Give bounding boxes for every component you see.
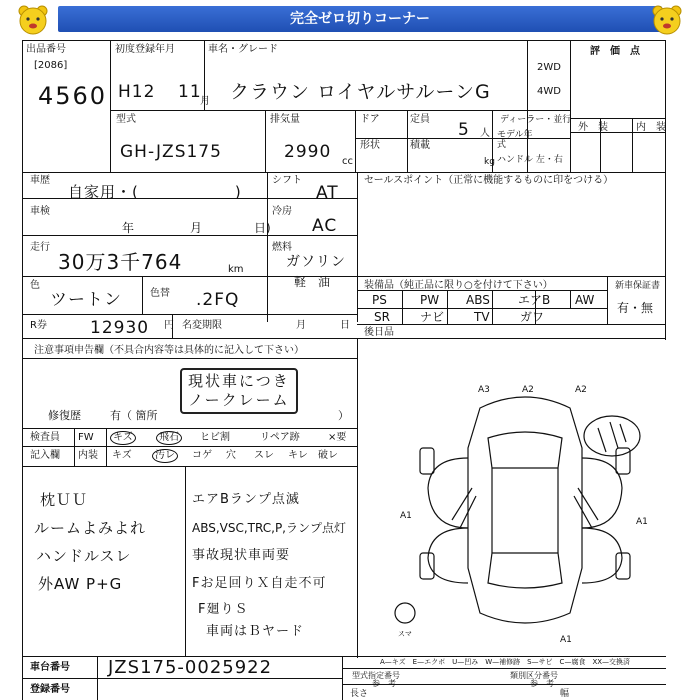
lot-bracket: [2086] xyxy=(34,60,68,71)
load-unit: kg xyxy=(484,157,495,167)
mileage-label: 走行 xyxy=(30,242,50,253)
dealer-label: ディーラー・並行 xyxy=(500,115,572,125)
inspector-int-hole: 穴 xyxy=(226,450,236,461)
model-label: 型式 xyxy=(116,114,136,125)
equipment-item-abs: ABS xyxy=(466,293,490,307)
spare-tire-label: スマ xyxy=(398,630,412,638)
fuel-diesel: 軽 油 xyxy=(294,275,331,289)
damage-legend: A—キズ E—エクボ U—凹み W—補修跡 S—サビ C—腐食 XX—交換済 xyxy=(380,658,631,666)
inspector-chip: 飛石 xyxy=(156,431,182,445)
capacity-label: 定員 xyxy=(410,114,430,125)
form-ref-sub-2: 参 考 xyxy=(530,679,554,688)
sales-point-label: セールスポイント（正常に機能するものに印をつける） xyxy=(364,175,614,186)
fuel-label: 燃料 xyxy=(272,242,292,253)
width-label: 幅 xyxy=(560,689,570,699)
load-label: 積載 xyxy=(410,140,430,151)
remark-right-3: 事故現状車両要 xyxy=(192,548,291,563)
rating-label: 評 価 点 xyxy=(590,46,640,57)
inspector-crack: ヒビ割 xyxy=(200,432,230,443)
remark-right-6: 車両はＢヤード xyxy=(206,624,305,639)
color-label: 色 xyxy=(30,280,40,291)
remark-left-1: 枕ＵＵ xyxy=(40,491,89,509)
name-change-month: 月 xyxy=(296,320,306,331)
damage-left xyxy=(452,488,476,528)
inspector-int-stain: 汚レ xyxy=(152,449,178,463)
drive-2wd: 2WD xyxy=(537,62,561,73)
remark-right-1: エアBランプ点滅 xyxy=(192,492,300,507)
length-label: 長さ xyxy=(350,689,369,699)
equipment-label: 装備品（純正品に限り○を付けて下さい） xyxy=(364,280,553,291)
inspection-label: 車検 xyxy=(30,206,50,217)
reg-no-label: 登録番号 xyxy=(30,684,70,695)
damage-circle-front-right xyxy=(584,416,640,456)
car-body-outline xyxy=(468,397,582,623)
capacity-value: 5 xyxy=(458,120,470,140)
handle-label: ハンドル 左・右 xyxy=(497,155,563,165)
remark-right-5: F廻りＳ xyxy=(198,602,249,617)
remark-left-2: ルームよみよれ xyxy=(34,519,147,537)
mark-a2-right: A2 xyxy=(575,385,587,395)
color-change-label: 色替 xyxy=(150,288,170,299)
interior-label: 内 装 xyxy=(636,122,666,133)
bear-mascot-icon xyxy=(650,3,684,37)
stamp-line-1: 現状車につき xyxy=(188,372,290,390)
repair-close: ） xyxy=(338,409,349,422)
mark-a1-bottom: A1 xyxy=(560,635,572,645)
inspector-int-burn: コゲ xyxy=(192,450,212,461)
rear-seat-label: 後日品 xyxy=(364,327,394,338)
remark-left-4: 外AW P+G xyxy=(38,575,123,593)
fuel-value: ガソリン xyxy=(286,254,346,270)
equipment-item-airbag: エアB xyxy=(518,293,551,307)
remark-right-2: ABS,VSC,TRC,P,ランプ点灯 xyxy=(192,521,346,535)
color-code: .2FQ xyxy=(196,290,240,310)
displacement-label: 排気量 xyxy=(270,114,300,125)
frame-no-value: JZS175-0025922 xyxy=(108,657,273,678)
shape-label: 形状 xyxy=(360,140,380,151)
repair-value: 有（ 箇所 xyxy=(110,409,158,422)
stamp-line-2: ノークレーム xyxy=(188,391,290,409)
banner-bar xyxy=(58,6,662,32)
lot-number: 4560 xyxy=(38,82,108,110)
ac-label: 冷房 xyxy=(272,206,292,217)
no-claim-stamp xyxy=(180,368,298,414)
mileage-value: 30万3千764 xyxy=(58,250,183,274)
inspector-repair-mark: リペア跡 xyxy=(260,432,300,443)
inspector-label: 検査員 xyxy=(30,432,60,443)
mileage-unit: km xyxy=(228,264,244,275)
displacement-value: 2990 xyxy=(284,142,332,162)
exterior-label: 外 装 xyxy=(578,122,608,133)
recycle-unit: 円 xyxy=(164,320,174,331)
inspection-month: 月 xyxy=(190,221,203,235)
inspector-int-rub: スレ xyxy=(254,450,274,461)
car-name-label: 車名・グレード xyxy=(208,44,278,55)
model-value: GH-JZS175 xyxy=(120,142,222,162)
first-reg-month-unit: 月 xyxy=(200,96,210,107)
banner-title: 完全ゼロ切りコーナー xyxy=(290,11,430,27)
header-banner xyxy=(0,0,700,40)
equipment-item-aw: AW xyxy=(575,293,595,307)
recycle-label: R券 xyxy=(30,320,47,331)
equipment-item-gawa: ガワ xyxy=(520,310,545,324)
inspection-year: 年 xyxy=(122,221,135,235)
inspector-int-scratch: キズ xyxy=(112,450,132,461)
inspector-int-cut: キレ xyxy=(288,450,308,461)
mark-a1-left: A1 xyxy=(400,511,412,521)
equipment-item-pw: PW xyxy=(420,293,440,307)
inspector-scratch: キズ xyxy=(110,431,136,445)
equipment-item-tv: TV xyxy=(474,310,490,324)
inspection-day: 日) xyxy=(254,221,271,235)
new-warranty-label: 新車保証書 xyxy=(615,281,661,291)
model-year-label: モデル年式 xyxy=(497,130,533,150)
name-change-label: 名変期限 xyxy=(182,320,222,331)
inspector-int-tear: 破レ xyxy=(318,450,338,461)
first-reg-month: 11 xyxy=(178,82,202,102)
remark-left-3: ハンドルスレ xyxy=(36,547,132,565)
first-reg-era: H12 xyxy=(118,82,156,102)
remark-right-4: Fお足回りＸ自走不可 xyxy=(192,576,327,591)
car-damage-diagram xyxy=(400,378,650,648)
car-name-value: クラウン ロイヤルサルーンG xyxy=(230,81,491,103)
name-change-day: 日 xyxy=(340,320,350,331)
form-ref-label-1: 型式指定番号 xyxy=(352,671,400,680)
lot-label: 出品番号 xyxy=(26,44,66,55)
bear-mascot-icon xyxy=(16,3,50,37)
color-value: ツートン xyxy=(50,290,122,310)
windshield xyxy=(488,432,562,468)
form-ref-label-2: 類別区分番号 xyxy=(510,671,558,680)
mark-a1-right: A1 xyxy=(636,517,648,527)
shift-label: シフト xyxy=(272,175,302,186)
mark-a3: A3 xyxy=(478,385,490,395)
repair-label: 修復歴 xyxy=(48,409,81,422)
rear-window xyxy=(488,553,562,588)
reg-type-label: 車歴 xyxy=(30,175,50,186)
inspector-needs: ×要 xyxy=(328,432,347,443)
capacity-unit: 人 xyxy=(480,128,490,139)
inspector-label-2: 記入欄 xyxy=(30,450,60,461)
new-warranty-value: 有・無 xyxy=(617,301,654,315)
frame-no-label: 車台番号 xyxy=(30,662,70,673)
drive-4wd: 4WD xyxy=(537,86,561,97)
inspector-interior: 内装 xyxy=(78,450,98,461)
damage-right xyxy=(574,488,598,528)
form-ref-sub-1: 参 考 xyxy=(372,679,396,688)
equipment-item-ps: PS xyxy=(372,293,387,307)
mark-a2-mid: A2 xyxy=(522,385,534,395)
recycle-value: 12930 xyxy=(90,318,150,338)
inspector-fw: FW xyxy=(78,432,94,443)
reg-type-value: 自家用・( ) xyxy=(68,183,242,201)
equipment-item-sr: SR xyxy=(374,310,390,324)
first-reg-label: 初度登録年月 xyxy=(115,44,175,55)
equipment-item-navi: ナビ xyxy=(420,310,445,324)
ac-value: AC xyxy=(312,216,338,236)
shift-value: AT xyxy=(316,183,339,203)
displacement-unit: cc xyxy=(342,156,353,167)
notes-label: 注意事項申告欄（不具合内容等は具体的に記入して下さい） xyxy=(34,345,304,356)
doors-label: ドア xyxy=(360,114,380,125)
